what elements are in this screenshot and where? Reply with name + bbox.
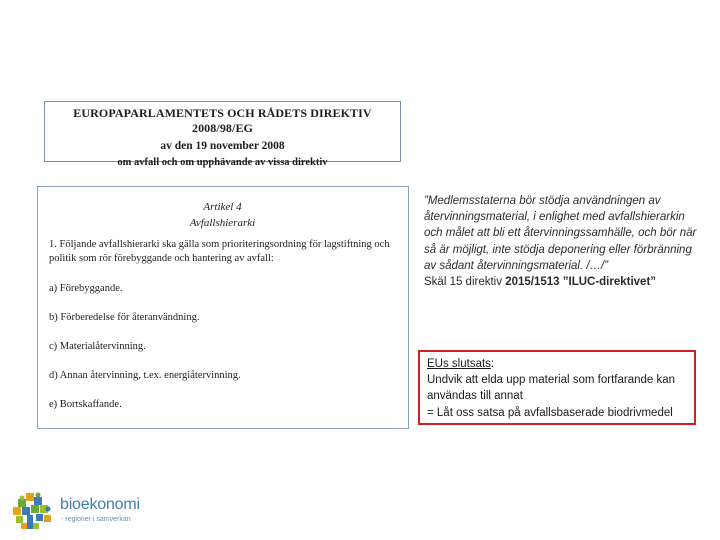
directive-date: av den 19 november 2008 xyxy=(160,140,285,152)
logo-name: bioekonomi xyxy=(60,496,140,513)
directive-title-box xyxy=(44,101,401,168)
quote-text: ”Medlemsstaterna bör stödja användningen av återvinningsmaterial, i enlighet med avfallshierarkin och målet att bli ett återvinningssamhälle, och bör när så är möjligt, inte stödja deponering eller förbränning av sådant återvinningsmaterial. /…/” xyxy=(424,195,697,272)
hierarchy-item: c) Materialåtervinning. xyxy=(49,341,146,352)
conclusion-label-suffix: : xyxy=(490,358,495,370)
bioekonomi-logo xyxy=(10,487,170,531)
conclusion-label: EUs slutsats xyxy=(427,358,491,370)
hierarchy-item: e) Bortskaffande. xyxy=(49,399,122,410)
article-paragraph: 1. Följande avfallshierarki ska gälla som prioriteringsordning för lagstiftning och politik som rör förebyggande och hantering av avfall: xyxy=(49,239,390,264)
article-heading-group xyxy=(49,201,396,229)
recital-quote xyxy=(424,193,704,290)
conclusion-result: = Låt oss satsa på avfallsbaserade biodrivmedel xyxy=(427,406,673,419)
puzzle-tree-icon xyxy=(10,487,56,531)
conclusion-label-line xyxy=(427,356,694,372)
logo-tagline: - regioner i samverkan xyxy=(61,516,131,523)
article-box xyxy=(37,186,409,429)
article-subheading: Avfallshierarki xyxy=(189,217,256,229)
hierarchy-item: d) Annan återvinning, t.ex. energiåtervinning. xyxy=(49,370,241,381)
article-heading: Artikel 4 xyxy=(203,201,242,213)
directive-title: EUROPAPARLAMENTETS OCH RÅDETS DIREKTIV 2008/98/EG xyxy=(73,106,372,135)
hierarchy-item: a) Förebyggande. xyxy=(49,283,123,294)
conclusion-box xyxy=(418,350,696,425)
quote-source-directive: 2015/1513 ”ILUC-direktivet” xyxy=(505,276,657,289)
hierarchy-item: b) Förberedelse för återanvändning. xyxy=(49,312,200,323)
directive-subject: om avfall och om upphävande av vissa direktiv xyxy=(117,157,328,168)
conclusion-text: Undvik att elda upp material som fortfarande kan användas till annat xyxy=(427,374,676,403)
quote-source-prefix: Skäl 15 direktiv xyxy=(424,276,506,289)
